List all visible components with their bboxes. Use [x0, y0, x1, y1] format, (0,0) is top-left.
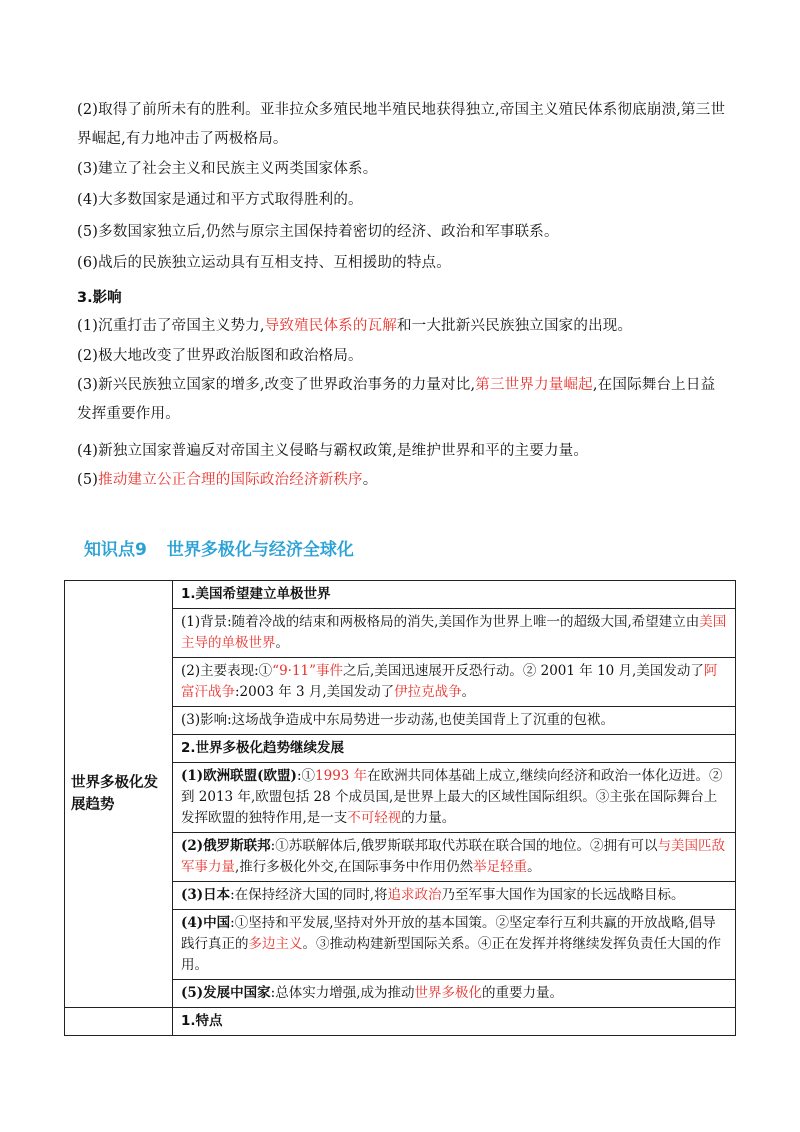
paragraph-peaceful: [77, 186, 727, 215]
bold-label: (3)日本: [181, 887, 231, 903]
table-block-us-manifestation: [173, 658, 735, 707]
bold-label: (1)欧洲联盟(欧盟): [181, 768, 297, 784]
text-run: 之后,美国迅速展开反恐行动。② 2001 年 10 月,美国发动了: [343, 663, 704, 679]
table-block-us-impact: [173, 707, 735, 735]
text-run: (4)新独立国家普遍反对帝国主义侵略与霸权政策,是维护世界和平的主要力量。: [77, 443, 589, 459]
section-title-influence: 3.影响: [77, 290, 122, 306]
table-left-empty: [65, 1008, 173, 1036]
text-run: (3)影响:这场战争造成中东局势进一步动荡,也使美国背上了沉重的包袱。: [181, 712, 614, 728]
paragraph-ties: [77, 218, 727, 247]
text-run: :①坚持和平发展,坚持对外开放的基本国策。②坚定奉行互利共赢的开放战略,倡导践行真正的: [181, 915, 716, 952]
bold-label: (5)发展中国家: [181, 985, 271, 1001]
text-run: 在欧洲共同体基础上成立,继续向经济和政治一体化迈进。②到 2013 年,欧盟包括 28 个成员国,是世界上最大的区域性国际组织。③主张在国际舞台上发挥欧盟的独特作用,是一支: [181, 768, 723, 826]
table-row-multipolar: [65, 581, 736, 1008]
table-block-trend-title: [173, 735, 735, 763]
highlight-text: 世界多极化: [414, 985, 483, 1001]
highlight-text: 不可轻视: [347, 810, 402, 826]
table-next-title: 1.特点: [181, 1013, 223, 1029]
paragraph-influence-3: [77, 371, 727, 429]
text-run: (5)多数国家独立后,仍然与原宗主国保持着密切的经济、政治和军事联系。: [77, 224, 559, 240]
table-left-label: 世界多极化发展趋势: [65, 581, 173, 1008]
text-run: ,在国际舞台上日益发挥重要作用。: [77, 377, 716, 422]
highlight-text: 美国主导的单极世界: [181, 614, 727, 651]
highlight-text: 阿富汗战争: [181, 663, 718, 700]
text-run: (1)背景:随着冷战的结束和两极格局的消失,美国作为世界上唯一的超级大国,希望建立由: [181, 614, 700, 630]
paragraph-mutual-support: [77, 249, 727, 278]
knowledge-point-heading: [84, 535, 354, 560]
highlight-text: 伊拉克战争: [394, 684, 462, 700]
highlight-text: 追求政治: [387, 887, 442, 903]
table-block-developing: [173, 980, 735, 1007]
text-run: :①: [296, 768, 316, 784]
bold-label: (4)中国: [181, 915, 231, 931]
text-run: (2)主要表现:①: [181, 663, 273, 679]
paragraph-influence-2: [77, 342, 727, 371]
table-block-us-background: [173, 609, 735, 658]
text-run: (1)沉重打击了帝国主义势力,: [77, 318, 265, 334]
text-run: (5): [77, 472, 99, 488]
block-title: 2.世界多极化趋势继续发展: [181, 740, 345, 756]
text-run: (3)新兴民族独立国家的增多,改变了世界政治事务的力量对比,: [77, 377, 476, 393]
knowledge-point-title: 世界多极化与经济全球化: [166, 540, 354, 560]
table-block-us-title: [173, 581, 735, 609]
highlight-text: 与美国匹敌军事力量: [181, 838, 726, 875]
highlight-text: “9·11”事件: [272, 663, 344, 679]
highlight-text: 多边主义: [248, 936, 303, 952]
highlight-text: 推动建立公正合理的国际政治经济新秩序: [98, 472, 363, 488]
knowledge-point-number: 知识点9: [84, 540, 147, 560]
table-row-next: [65, 1008, 736, 1036]
highlight-text: 1993 年: [315, 768, 368, 784]
text-run: 。③推动构建新型国际关系。④正在发挥并将继续发挥负责任大国的作用。: [181, 936, 721, 973]
text-run: :总体实力增强,成为推动: [270, 985, 415, 1001]
paragraph-influence-1: [77, 312, 727, 341]
text-run: 。: [275, 635, 289, 651]
text-run: (3)建立了社会主义和民族主义两类国家体系。: [77, 161, 378, 177]
text-run: 乃至军事大国作为国家的长远战略目标。: [441, 887, 685, 903]
text-run: :在保持经济大国的同时,将: [230, 887, 388, 903]
text-run: (6)战后的民族独立运动具有互相支持、互相援助的特点。: [77, 255, 451, 271]
text-run: (2)取得了前所未有的胜利。亚非拉众多殖民地半殖民地获得独立,帝国主义殖民体系彻底崩溃,第三世界崛起,有力地冲击了两极格局。: [77, 102, 726, 147]
table-block-china: [173, 910, 735, 980]
table-block-russia: [173, 833, 735, 882]
text-run: :2003 年 3 月,美国发动了: [235, 684, 395, 700]
text-run: 的力量。: [401, 810, 456, 826]
text-run: (4)大多数国家是通过和平方式取得胜利的。: [77, 192, 363, 208]
table-block-japan: [173, 882, 735, 910]
text-run: 。: [362, 472, 378, 488]
table-block-eu: [173, 763, 735, 833]
knowledge-table: [64, 580, 736, 1036]
text-run: ,推行多极化外交,在国际事务中作用仍然: [235, 859, 474, 875]
paragraph-systems: [77, 155, 727, 184]
highlight-text: 导致殖民体系的瓦解: [264, 318, 397, 334]
text-run: :①苏联解体后,俄罗斯联邦取代苏联在联合国的地位。②拥有可以: [270, 838, 658, 854]
text-run: 的重要力量。: [482, 985, 564, 1001]
text-run: 。: [527, 859, 541, 875]
block-title: 1.美国希望建立单极世界: [181, 586, 331, 602]
text-run: 和一大批新兴民族独立国家的出现。: [396, 318, 633, 334]
table-next-cell: [173, 1008, 736, 1036]
table-content-cell: [173, 581, 736, 1008]
paragraph-influence-4: [77, 437, 727, 466]
bold-label: (2)俄罗斯联邦: [181, 838, 271, 854]
paragraph-victory: [77, 96, 727, 154]
paragraph-influence-5: [77, 466, 727, 495]
text-run: 。: [461, 684, 476, 700]
text-run: (2)极大地改变了世界政治版图和政治格局。: [77, 348, 363, 364]
highlight-text: 第三世界力量崛起: [475, 377, 593, 393]
highlight-text: 举足轻重: [473, 859, 528, 875]
